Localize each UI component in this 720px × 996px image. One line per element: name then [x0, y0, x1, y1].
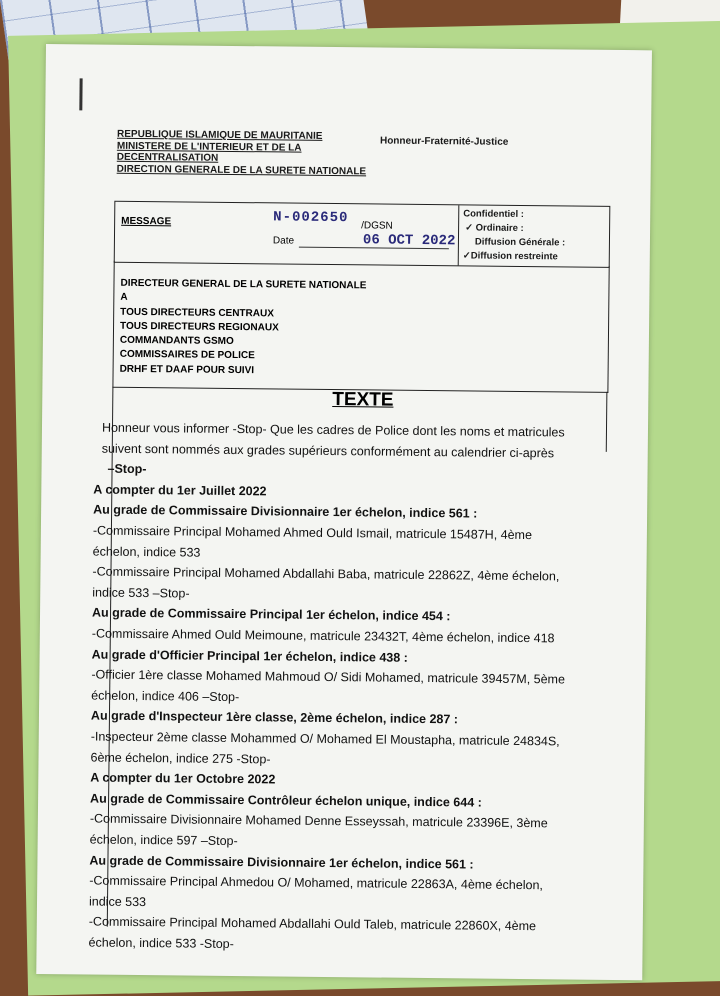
body-line: échelon, indice 597 –Stop-	[89, 832, 238, 849]
body-line: A compter du 1er Juillet 2022	[93, 482, 267, 499]
body-line: Au grade de Commissaire Divisionnaire 1er échelon, indice 561 :	[89, 853, 474, 872]
body-line: indice 533	[88, 894, 147, 909]
date-label: Date	[272, 235, 295, 247]
message-label: MESSAGE	[121, 215, 172, 228]
option-confidentiel: Confidentiel :	[463, 208, 525, 221]
body-line: échelon, indice 533 -Stop-	[88, 935, 234, 952]
body-line: -Commissaire Principal Mohamed Ahmed Ould Ismail, matricule 15487H, 4ème	[92, 523, 533, 543]
body-line: Au grade de Commissaire Divisionnaire 1er échelon, indice 561 :	[93, 502, 478, 521]
address-line: COMMISSAIRES DE POLICE	[119, 349, 255, 362]
date-stamp: 06 OCT 2022	[362, 232, 456, 250]
box-divider	[458, 205, 460, 265]
message-box	[114, 201, 611, 268]
body-line: A compter du 1er Octobre 2022	[90, 770, 276, 787]
option-diffusion-generale: Diffusion Générale :	[474, 236, 566, 249]
body-line: -Inspecteur 2ème classe Mohammed O/ Mohamed El Moustapha, matricule 24834S,	[90, 729, 560, 749]
header-left	[117, 129, 367, 178]
document-sheet	[36, 44, 652, 980]
header-line: MINISTERE DE L'INTERIEUR ET DE LA	[116, 140, 302, 154]
address-line: DRHF ET DAAF POUR SUIVI	[119, 363, 255, 376]
header-line: DIRECTION GENERALE DE LA SURETE NATIONALE	[116, 163, 367, 177]
body-line: -Commissaire Principal Ahmedou O/ Mohamed, matricule 22863A, 4ème échelon,	[89, 873, 543, 893]
body-line: 6ème échelon, indice 275 -Stop-	[90, 750, 271, 766]
body-line: -Commissaire Principal Mohamed Abdallahi Ould Taleb, matricule 22860X, 4ème	[88, 914, 537, 934]
body-line: échelon, indice 533	[92, 544, 201, 560]
body-line: -Commissaire Principal Mohamed Abdallahi Baba, matricule 22862Z, 4ème échelon,	[92, 564, 560, 584]
address-line: COMMANDANTS GSMO	[119, 334, 234, 348]
body-line: suivent sont nommés aux grades supérieurs conformément au calendrier ci-après	[101, 441, 555, 460]
address-block	[120, 277, 367, 380]
address-line: DIRECTEUR GENERAL DE LA SURETE NATIONALE	[120, 277, 367, 292]
body-line: échelon, indice 406 –Stop-	[91, 688, 240, 704]
diffusion-options	[463, 207, 566, 264]
body-line: Au grade d'Officier Principal 1er échelon, indice 438 :	[91, 647, 408, 665]
address-line: TOUS DIRECTEURS CENTRAUX	[120, 306, 274, 319]
address-line: A	[120, 292, 128, 304]
option-ordinaire: ✓ Ordinaire :	[465, 222, 524, 235]
body-line: Au grade de Commissaire Contrôleur échelon unique, indice 644 :	[90, 791, 482, 810]
pen-mark	[79, 78, 82, 110]
header-line: DECENTRALISATION	[116, 151, 219, 164]
body-line: -Officier 1ère classe Mohamed Mahmoud O/ Sidi Mohamed, matricule 39457M, 5ème	[91, 667, 566, 687]
texte-title: TEXTE	[332, 389, 394, 411]
header-line: REPUBLIQUE ISLAMIQUE DE MAURITANIE	[117, 128, 323, 142]
message-number-stamp: N-002650	[273, 209, 349, 227]
body-line: -Commissaire Divisionnaire Mohamed Denne Esseyssah, matricule 23396E, 3ème	[89, 811, 548, 831]
dgsn-label: /DGSN	[361, 220, 393, 232]
right-border-line	[606, 392, 608, 452]
body-line: -Commissaire Ahmed Ould Meimoune, matricule 23432T, 4ème échelon, indice 418	[91, 626, 555, 646]
body-line: Honneur vous informer -Stop- Que les cadres de Police dont les noms et matricules	[101, 420, 565, 440]
header-motto: Honneur-Fraternité-Justice	[379, 135, 509, 148]
body-line: Au grade d'Inspecteur 1ère classe, 2ème échelon, indice 287 :	[90, 708, 459, 727]
body-line: indice 533 –Stop-	[92, 585, 190, 601]
address-line: TOUS DIRECTEURS REGIONAUX	[119, 320, 279, 334]
address-box	[112, 261, 609, 393]
body-line: Au grade de Commissaire Principal 1er échelon, indice 454 :	[91, 605, 451, 624]
body-line: –Stop-	[107, 461, 147, 477]
option-diffusion-restreinte: ✓Diffusion restreinte	[462, 250, 558, 263]
